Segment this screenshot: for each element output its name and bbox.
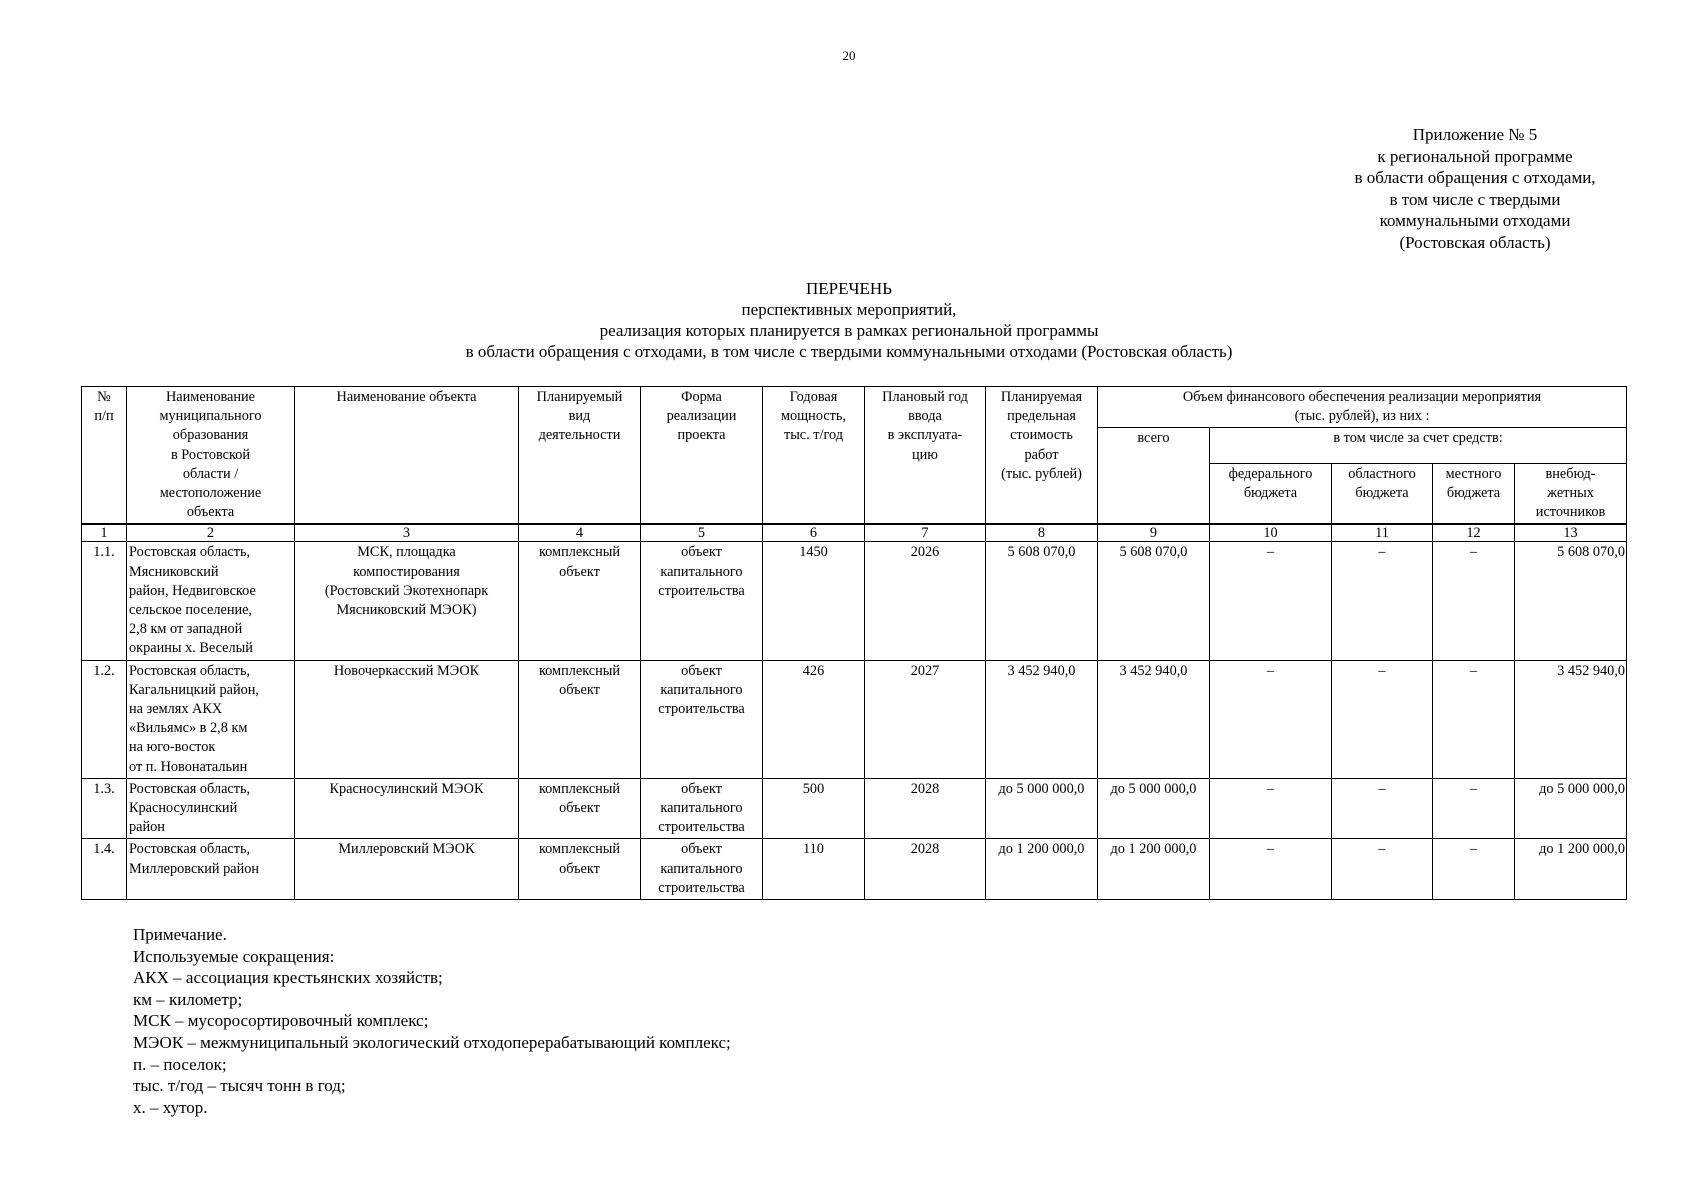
row-year: 2028 <box>865 778 986 839</box>
row-cost: до 5 000 000,0 <box>986 778 1098 839</box>
row-local: – <box>1433 542 1515 660</box>
column-number: 11 <box>1332 524 1433 542</box>
row-total: до 1 200 000,0 <box>1098 839 1210 900</box>
row-local: – <box>1433 839 1515 900</box>
row-object: Миллеровский МЭОК <box>295 839 519 900</box>
column-number: 7 <box>865 524 986 542</box>
row-federal: – <box>1210 839 1332 900</box>
measures-table <box>81 386 1627 900</box>
header-num: № п/п <box>82 387 127 525</box>
row-cost: 3 452 940,0 <box>986 660 1098 778</box>
row-activity: комплексный объект <box>519 778 641 839</box>
page-number: 20 <box>842 48 856 63</box>
title-line-2: перспективных мероприятий, <box>741 300 957 319</box>
abbreviation-item: п. – поселок; <box>133 1054 227 1074</box>
column-number: 1 <box>82 524 127 542</box>
abbreviation-item: тыс. т/год – тысяч тонн в год; <box>133 1076 346 1096</box>
header-including: в том числе за счет средств: <box>1210 428 1627 463</box>
row-regional: – <box>1332 839 1433 900</box>
row-total: до 5 000 000,0 <box>1098 778 1210 839</box>
row-capacity: 1450 <box>763 542 865 660</box>
row-num: 1.4. <box>82 839 127 900</box>
row-capacity: 500 <box>763 778 865 839</box>
row-municipality: Ростовская область, Красносулинский район <box>127 778 295 839</box>
abbreviation-item: МСК – мусоросортировочный комплекс; <box>133 1011 429 1031</box>
row-num: 1.2. <box>82 660 127 778</box>
row-object: Новочеркасский МЭОК <box>295 660 519 778</box>
row-object: Красносулинский МЭОК <box>295 778 519 839</box>
table-row <box>82 839 1627 900</box>
table-row <box>82 660 1627 778</box>
column-number: 3 <box>295 524 519 542</box>
row-form: объект капитального строительства <box>641 542 763 660</box>
column-number: 10 <box>1210 524 1332 542</box>
title-line-3: реализация которых планируется в рамках региональной программы <box>599 321 1099 340</box>
header-year: Плановый год ввода в эксплуата- цию <box>865 387 986 525</box>
row-activity: комплексный объект <box>519 660 641 778</box>
row-total: 5 608 070,0 <box>1098 542 1210 660</box>
row-regional: – <box>1332 778 1433 839</box>
row-federal: – <box>1210 660 1332 778</box>
abbreviation-item: х. – хутор. <box>133 1097 208 1117</box>
notes-subtitle: Используемые сокращения: <box>133 946 335 966</box>
row-year: 2026 <box>865 542 986 660</box>
header-regional: областного бюджета <box>1332 463 1433 524</box>
notes-section <box>133 924 1333 1118</box>
row-regional: – <box>1332 542 1433 660</box>
row-extra: 5 608 070,0 <box>1515 542 1627 660</box>
abbreviation-item: км – километр; <box>133 989 243 1009</box>
row-total: 3 452 940,0 <box>1098 660 1210 778</box>
header-capacity: Годовая мощность, тыс. т/год <box>763 387 865 525</box>
header-federal: федерального бюджета <box>1210 463 1332 524</box>
header-cost: Планируемая предельная стоимость работ (тыс. рублей) <box>986 387 1098 525</box>
column-number-row <box>82 524 1627 542</box>
row-local: – <box>1433 778 1515 839</box>
column-number: 9 <box>1098 524 1210 542</box>
row-local: – <box>1433 660 1515 778</box>
column-number: 12 <box>1433 524 1515 542</box>
header-municipality: Наименование муниципального образования в Ростовской области / местоположение объекта <box>127 387 295 525</box>
table-row <box>82 542 1627 660</box>
row-year: 2028 <box>865 839 986 900</box>
column-number: 2 <box>127 524 295 542</box>
row-extra: до 5 000 000,0 <box>1515 778 1627 839</box>
title-line-4: в области обращения с отходами, в том числе с твердыми коммунальными отходами (Ростовская область) <box>465 342 1233 361</box>
row-activity: комплексный объект <box>519 542 641 660</box>
header-row-1 <box>82 387 1627 428</box>
header-object: Наименование объекта <box>295 387 519 525</box>
table-row <box>82 778 1627 839</box>
header-financing: Объем финансового обеспечения реализации мероприятия (тыс. рублей), из них : <box>1098 387 1627 428</box>
row-cost: до 1 200 000,0 <box>986 839 1098 900</box>
column-number: 5 <box>641 524 763 542</box>
row-extra: 3 452 940,0 <box>1515 660 1627 778</box>
row-municipality: Ростовская область, Кагальницкий район, на землях АКХ «Вильямс» в 2,8 км на юго-восток от п. Новонатальин <box>127 660 295 778</box>
row-extra: до 1 200 000,0 <box>1515 839 1627 900</box>
row-form: объект капитального строительства <box>641 660 763 778</box>
notes-title: Примечание. <box>133 925 227 944</box>
row-capacity: 426 <box>763 660 865 778</box>
row-cost: 5 608 070,0 <box>986 542 1098 660</box>
column-number: 8 <box>986 524 1098 542</box>
column-number: 13 <box>1515 524 1627 542</box>
header-extra: внебюд- жетных источников <box>1515 463 1627 524</box>
row-object: МСК, площадка компостирования (Ростовский Экотехнопарк Мясниковский МЭОК) <box>295 542 519 660</box>
row-regional: – <box>1332 660 1433 778</box>
header-total: всего <box>1098 428 1210 525</box>
row-federal: – <box>1210 542 1332 660</box>
row-municipality: Ростовская область, Миллеровский район <box>127 839 295 900</box>
header-form: Форма реализации проекта <box>641 387 763 525</box>
abbreviation-item: АКХ – ассоциация крестьянских хозяйств; <box>133 968 443 988</box>
column-number: 6 <box>763 524 865 542</box>
column-number: 4 <box>519 524 641 542</box>
row-form: объект капитального строительства <box>641 839 763 900</box>
title-line-1: ПЕРЕЧЕНЬ <box>806 279 892 298</box>
row-activity: комплексный объект <box>519 839 641 900</box>
header-local: местного бюджета <box>1433 463 1515 524</box>
row-capacity: 110 <box>763 839 865 900</box>
row-year: 2027 <box>865 660 986 778</box>
row-municipality: Ростовская область, Мясниковский район, Недвиговское сельское поселение, 2,8 км от западной окраины х. Веселый <box>127 542 295 660</box>
row-num: 1.1. <box>82 542 127 660</box>
row-num: 1.3. <box>82 778 127 839</box>
appendix-header: Приложение № 5 к региональной программе в области обращения с отходами, в том числе с твердыми коммунальными отходами (Ростовская область) <box>1354 125 1596 252</box>
abbreviation-item: МЭОК – межмуниципальный экологический отходоперерабатывающий комплекс; <box>133 1032 731 1052</box>
document-title <box>0 278 1698 362</box>
row-federal: – <box>1210 778 1332 839</box>
header-activity: Планируемый вид деятельности <box>519 387 641 525</box>
row-form: объект капитального строительства <box>641 778 763 839</box>
